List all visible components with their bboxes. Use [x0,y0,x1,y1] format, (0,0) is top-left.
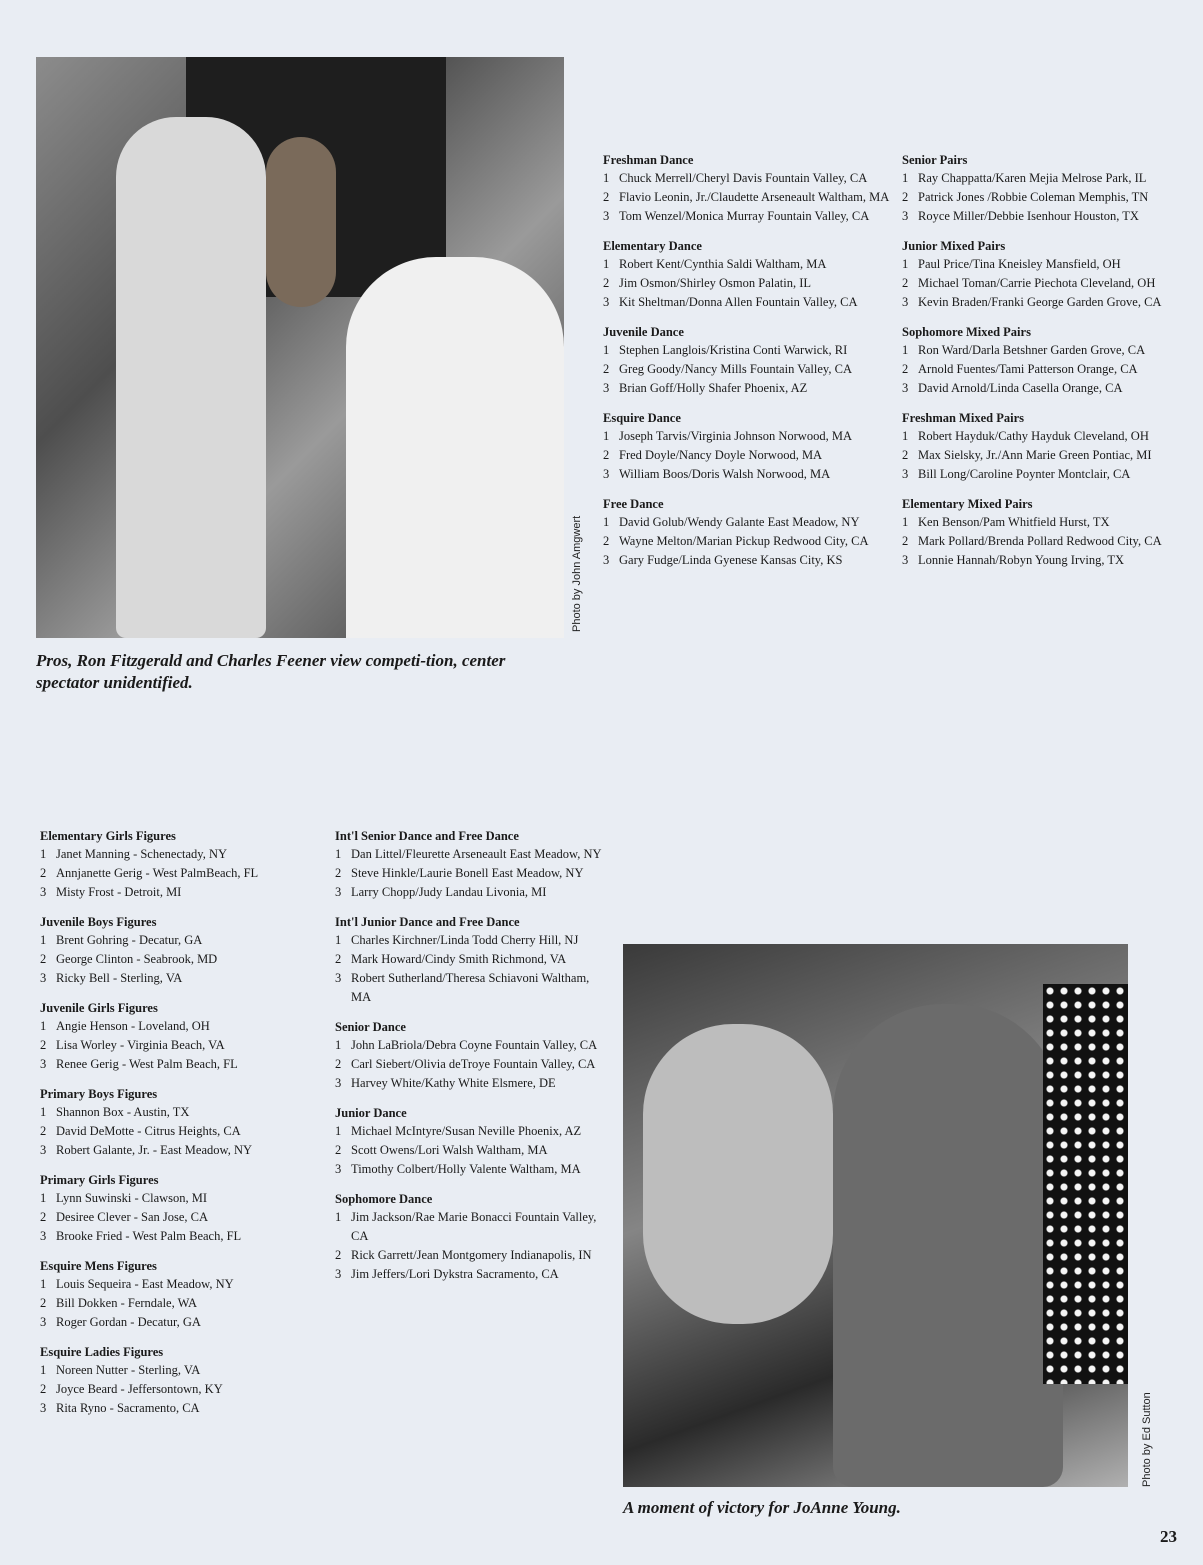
event-title: Elementary Girls Figures [40,829,176,843]
placement-number: 1 [40,1019,47,1033]
placement-entry [335,1141,610,1160]
event-title: Int'l Junior Dance and Free Dance [335,915,520,929]
placement-entry [335,1122,610,1141]
photo-victory [623,944,1128,1487]
placement-number: 1 [40,1105,47,1119]
placement-names: Lynn Suwinski - Clawson, MI [56,1191,208,1205]
placement-entry [40,1055,320,1074]
placement-names: Rick Garrett/Jean Montgomery Indianapolis, IN [351,1248,592,1262]
placement-names: Steve Hinkle/Laurie Bonell East Meadow, NY [351,866,584,880]
placement-number: 2 [335,1248,342,1262]
event-section [40,1000,320,1074]
placement-entry [40,864,320,883]
event-section [335,1019,610,1093]
placement-names: Lonnie Hannah/Robyn Young Irving, TX [918,553,1125,567]
placement-entry [40,931,320,950]
photo-spectators [36,57,564,638]
standing-man-figure [116,117,266,638]
placement-names: Max Sielsky, Jr./Ann Marie Green Pontiac, MI [918,448,1152,462]
placement-entry [40,1103,320,1122]
placement-names: Roger Gordan - Decatur, GA [56,1315,201,1329]
placement-number: 1 [603,515,610,529]
placement-number: 3 [335,885,342,899]
event-title: Sophomore Mixed Pairs [902,325,1031,339]
placement-entry [902,341,1162,360]
placement-number: 3 [603,295,610,309]
event-title: Esquire Mens Figures [40,1259,157,1273]
placement-entry [335,950,610,969]
event-section [40,1086,320,1160]
placement-entry [902,551,1162,570]
placement-number: 3 [603,209,610,223]
placement-number: 2 [902,448,909,462]
placement-names: Ron Ward/Darla Betshner Garden Grove, CA [918,343,1146,357]
placement-names: Timothy Colbert/Holly Valente Waltham, MA [351,1162,581,1176]
placement-entry [40,1275,320,1294]
event-section [40,828,320,902]
event-title: Junior Mixed Pairs [902,239,1006,253]
placement-entry [40,1399,320,1418]
placement-number: 3 [40,1143,47,1157]
placement-entry [902,446,1162,465]
placement-names: Joseph Tarvis/Virginia Johnson Norwood, MA [619,429,852,443]
placement-entry [603,465,893,484]
placement-number: 1 [40,1191,47,1205]
placement-entry [40,845,320,864]
placement-names: David Golub/Wendy Galante East Meadow, NY [619,515,860,529]
event-section [40,1344,320,1418]
placement-names: Chuck Merrell/Cheryl Davis Fountain Valley, CA [619,171,868,185]
placement-number: 3 [902,209,909,223]
event-section [603,324,893,398]
placement-entry [902,255,1162,274]
placement-names: Gary Fudge/Linda Gyenese Kansas City, KS [619,553,843,567]
placement-entry [603,532,893,551]
placement-entry [40,1227,320,1246]
placement-entry [603,274,893,293]
placement-entry [335,931,610,950]
placement-entry [902,188,1162,207]
placement-entry [40,1208,320,1227]
placement-entry [603,379,893,398]
photo-credit-2: Photo by Ed Sutton [1141,1392,1153,1487]
placement-names: Kevin Braden/Franki George Garden Grove, CA [918,295,1162,309]
polka-dot-dress [1043,984,1128,1384]
placement-entry [40,1017,320,1036]
placement-names: Michael McIntyre/Susan Neville Phoenix, AZ [351,1124,582,1138]
placement-number: 1 [902,257,909,271]
placement-number: 3 [40,1401,47,1415]
placement-entry [40,1122,320,1141]
placement-number: 1 [902,171,909,185]
placement-number: 2 [603,362,610,376]
placement-entry [902,169,1162,188]
event-section [902,324,1162,398]
results-column-4 [902,152,1162,582]
placement-number: 2 [335,1143,342,1157]
placement-names: Mark Pollard/Brenda Pollard Redwood City, CA [918,534,1162,548]
placement-names: Arnold Fuentes/Tami Patterson Orange, CA [918,362,1138,376]
placement-number: 1 [902,515,909,529]
event-section [902,410,1162,484]
placement-entry [40,1380,320,1399]
placement-number: 3 [603,467,610,481]
placement-number: 3 [40,1315,47,1329]
placement-names: Renee Gerig - West Palm Beach, FL [56,1057,238,1071]
event-section [335,1105,610,1179]
placement-entry [902,274,1162,293]
placement-names: John LaBriola/Debra Coyne Fountain Valley, CA [351,1038,598,1052]
event-title: Free Dance [603,497,664,511]
placement-names: Paul Price/Tina Kneisley Mansfield, OH [918,257,1121,271]
placement-entry [40,1294,320,1313]
event-section [335,1191,610,1284]
placement-names: Greg Goody/Nancy Mills Fountain Valley, CA [619,362,852,376]
results-column-1 [40,828,320,1430]
placement-names: Fred Doyle/Nancy Doyle Norwood, MA [619,448,823,462]
placement-names: Ricky Bell - Sterling, VA [56,971,183,985]
event-section [603,238,893,312]
placement-names: Jim Jackson/Rae Marie Bonacci Fountain Valley, CA [351,1210,597,1243]
event-section [335,828,610,902]
placement-names: Royce Miller/Debbie Isenhour Houston, TX [918,209,1139,223]
event-section [603,152,893,226]
results-column-3 [603,152,893,582]
placement-entry [902,465,1162,484]
placement-number: 1 [335,1038,342,1052]
placement-names: Janet Manning - Schenectady, NY [56,847,228,861]
placement-names: Carl Siebert/Olivia deTroye Fountain Valley, CA [351,1057,596,1071]
placement-names: Desiree Clever - San Jose, CA [56,1210,209,1224]
placement-number: 1 [902,429,909,443]
placement-names: Lisa Worley - Virginia Beach, VA [56,1038,225,1052]
placement-entry [603,427,893,446]
placement-number: 2 [40,1124,47,1138]
placement-number: 2 [40,1210,47,1224]
placement-names: Wayne Melton/Marian Pickup Redwood City, CA [619,534,869,548]
event-title: Esquire Ladies Figures [40,1345,164,1359]
placement-number: 3 [335,1162,342,1176]
placement-number: 2 [603,190,610,204]
placement-names: William Boos/Doris Walsh Norwood, MA [619,467,831,481]
placement-number: 3 [603,553,610,567]
smiling-woman-figure [643,1024,833,1324]
placement-entry [902,207,1162,226]
event-section [40,1172,320,1246]
placement-entry [603,341,893,360]
event-title: Juvenile Girls Figures [40,1001,158,1015]
placement-entry [335,1074,610,1093]
results-column-2 [335,828,610,1296]
placement-number: 1 [335,1210,342,1224]
placement-number: 1 [603,257,610,271]
placement-number: 3 [335,1076,342,1090]
event-title: Freshman Dance [603,153,694,167]
placement-number: 2 [335,866,342,880]
placement-entry [40,1361,320,1380]
placement-names: Joyce Beard - Jeffersontown, KY [56,1382,223,1396]
placement-names: Stephen Langlois/Kristina Conti Warwick, RI [619,343,848,357]
placement-number: 2 [40,1038,47,1052]
placement-names: Angie Henson - Loveland, OH [56,1019,210,1033]
placement-entry [335,1036,610,1055]
placement-entry [603,446,893,465]
placement-number: 2 [603,276,610,290]
placement-names: Noreen Nutter - Sterling, VA [56,1363,201,1377]
placement-entry [40,883,320,902]
event-title: Junior Dance [335,1106,407,1120]
placement-names: Shannon Box - Austin, TX [56,1105,190,1119]
blonde-woman-figure [833,1004,1063,1487]
placement-names: Robert Kent/Cynthia Saldi Waltham, MA [619,257,827,271]
photo-caption-1: Pros, Ron Fitzgerald and Charles Feener view competi-tion, center spectator unidentified. [36,651,506,692]
placement-number: 3 [40,971,47,985]
placement-entry [902,293,1162,312]
event-section [335,914,610,1007]
placement-entry [603,188,893,207]
placement-number: 2 [902,534,909,548]
placement-names: Mark Howard/Cindy Smith Richmond, VA [351,952,567,966]
teddy-bear-figure [266,137,336,307]
placement-number: 1 [335,933,342,947]
placement-number: 3 [40,1229,47,1243]
event-section [902,496,1162,570]
placement-number: 1 [40,1277,47,1291]
event-title: Juvenile Dance [603,325,684,339]
placement-entry [40,1141,320,1160]
event-title: Senior Dance [335,1020,406,1034]
placement-names: Bill Dokken - Ferndale, WA [56,1296,198,1310]
placement-names: Brooke Fried - West Palm Beach, FL [56,1229,242,1243]
placement-number: 2 [603,534,610,548]
placement-entry [335,1265,610,1284]
placement-entry [335,1055,610,1074]
placement-number: 3 [40,885,47,899]
placement-names: Louis Sequeira - East Meadow, NY [56,1277,234,1291]
placement-names: Ken Benson/Pam Whitfield Hurst, TX [918,515,1110,529]
page-number: 23 [1160,1527,1177,1546]
photo-credit-1: Photo by John Amgwert [571,515,583,632]
event-section [603,496,893,570]
placement-names: Kit Sheltman/Donna Allen Fountain Valley, CA [619,295,858,309]
placement-number: 1 [603,171,610,185]
event-title: Senior Pairs [902,153,968,167]
placement-entry [603,513,893,532]
placement-number: 2 [335,1057,342,1071]
placement-names: Jim Osmon/Shirley Osmon Palatin, IL [619,276,812,290]
placement-entry [902,427,1162,446]
event-title: Primary Boys Figures [40,1087,158,1101]
event-title: Sophomore Dance [335,1192,433,1206]
placement-entry [335,883,610,902]
placement-number: 1 [40,847,47,861]
placement-entry [40,969,320,988]
placement-names: Michael Toman/Carrie Piechota Cleveland, OH [918,276,1156,290]
placement-entry [40,1036,320,1055]
placement-names: Tom Wenzel/Monica Murray Fountain Valley, CA [619,209,870,223]
placement-number: 3 [902,381,909,395]
placement-number: 2 [902,362,909,376]
placement-number: 3 [902,553,909,567]
placement-names: Dan Littel/Fleurette Arseneault East Meadow, NY [351,847,602,861]
placement-entry [603,255,893,274]
event-title: Primary Girls Figures [40,1173,159,1187]
event-section [603,410,893,484]
placement-entry [40,1313,320,1332]
placement-number: 2 [40,1296,47,1310]
placement-names: Robert Galante, Jr. - East Meadow, NY [56,1143,253,1157]
placement-entry [603,551,893,570]
event-title: Freshman Mixed Pairs [902,411,1024,425]
event-title: Esquire Dance [603,411,681,425]
placement-entry [335,845,610,864]
event-section [902,152,1162,226]
event-title: Elementary Mixed Pairs [902,497,1033,511]
placement-names: Ray Chappatta/Karen Mejia Melrose Park, IL [918,171,1147,185]
placement-entry [902,379,1162,398]
placement-number: 3 [335,971,342,985]
placement-entry [335,969,610,1007]
placement-names: Annjanette Gerig - West PalmBeach, FL [56,866,259,880]
placement-names: Brian Goff/Holly Shafer Phoenix, AZ [619,381,808,395]
placement-entry [603,293,893,312]
placement-names: David DeMotte - Citrus Heights, CA [56,1124,241,1138]
placement-entry [603,169,893,188]
placement-number: 1 [902,343,909,357]
placement-entry [335,1160,610,1179]
placement-number: 1 [40,933,47,947]
photo-caption-2: A moment of victory for JoAnne Young. [623,1498,901,1517]
placement-number: 2 [603,448,610,462]
placement-number: 3 [902,295,909,309]
event-section [40,914,320,988]
placement-names: Brent Gohring - Decatur, GA [56,933,203,947]
placement-number: 3 [603,381,610,395]
placement-number: 2 [40,1382,47,1396]
placement-entry [335,864,610,883]
placement-names: Flavio Leonin, Jr./Claudette Arseneault Waltham, MA [619,190,890,204]
placement-entry [335,1246,610,1265]
placement-entry [902,513,1162,532]
placement-names: Jim Jeffers/Lori Dykstra Sacramento, CA [351,1267,559,1281]
placement-number: 2 [902,190,909,204]
placement-names: Robert Hayduk/Cathy Hayduk Cleveland, OH [918,429,1149,443]
event-title: Elementary Dance [603,239,702,253]
placement-names: Bill Long/Caroline Poynter Montclair, CA [918,467,1131,481]
placement-names: George Clinton - Seabrook, MD [56,952,218,966]
placement-names: Misty Frost - Detroit, MI [56,885,182,899]
placement-entry [902,360,1162,379]
placement-number: 1 [335,1124,342,1138]
placement-number: 2 [40,952,47,966]
placement-number: 3 [902,467,909,481]
placement-entry [40,1189,320,1208]
placement-entry [603,360,893,379]
placement-number: 3 [335,1267,342,1281]
placement-names: Harvey White/Kathy White Elsmere, DE [351,1076,556,1090]
placement-entry [603,207,893,226]
seated-man-figure [346,257,564,638]
placement-number: 2 [902,276,909,290]
placement-number: 1 [603,343,610,357]
placement-entry [335,1208,610,1246]
placement-entry [40,950,320,969]
placement-number: 2 [40,866,47,880]
placement-names: Rita Ryno - Sacramento, CA [56,1401,200,1415]
placement-number: 2 [335,952,342,966]
event-title: Int'l Senior Dance and Free Dance [335,829,519,843]
placement-entry [902,532,1162,551]
placement-number: 3 [40,1057,47,1071]
placement-names: Scott Owens/Lori Walsh Waltham, MA [351,1143,548,1157]
event-section [902,238,1162,312]
event-title: Juvenile Boys Figures [40,915,157,929]
placement-names: Charles Kirchner/Linda Todd Cherry Hill, NJ [351,933,579,947]
event-section [40,1258,320,1332]
placement-names: Larry Chopp/Judy Landau Livonia, MI [351,885,547,899]
placement-number: 1 [603,429,610,443]
placement-names: Robert Sutherland/Theresa Schiavoni Waltham, MA [351,971,590,1004]
placement-number: 1 [40,1363,47,1377]
placement-names: Patrick Jones /Robbie Coleman Memphis, TN [918,190,1149,204]
placement-number: 1 [335,847,342,861]
placement-names: David Arnold/Linda Casella Orange, CA [918,381,1123,395]
